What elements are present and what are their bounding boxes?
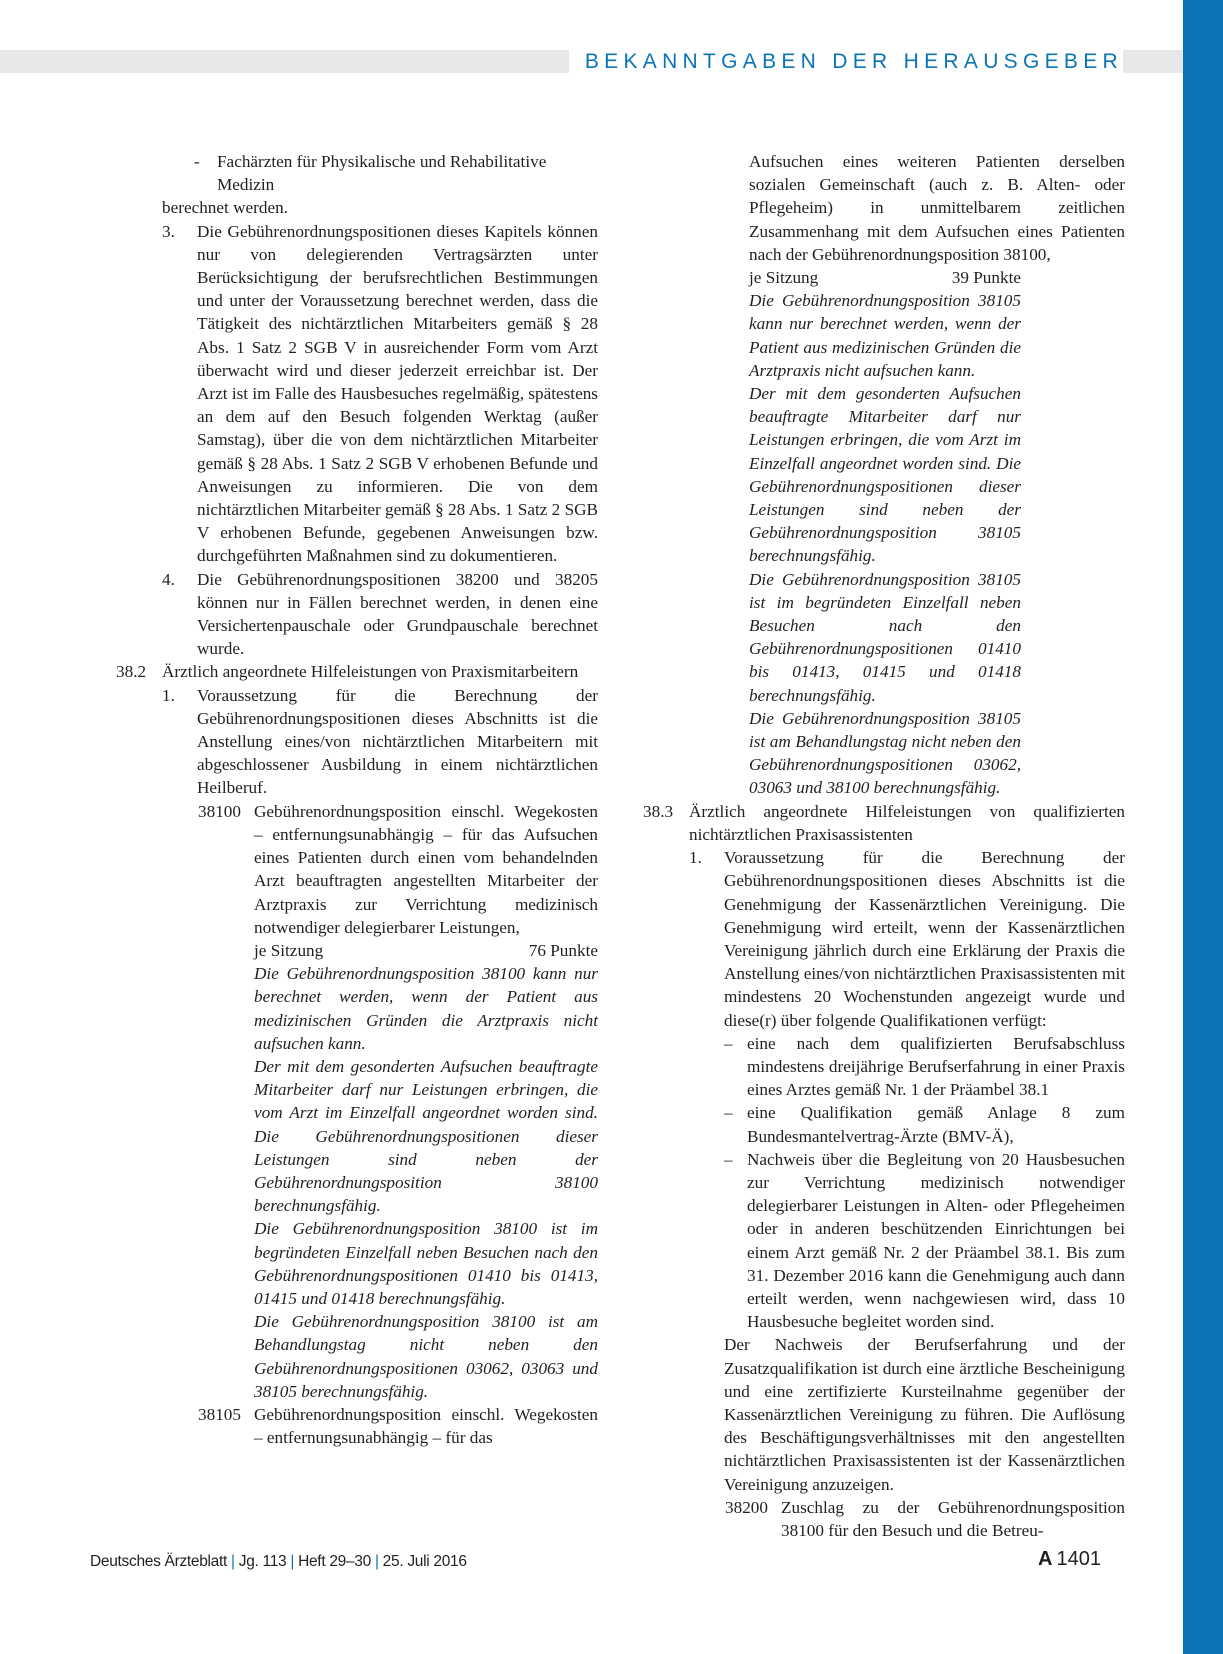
fee-unit: je Sitzung <box>749 268 819 288</box>
bullet-item <box>645 1032 1125 1102</box>
fee-points-row <box>749 266 1125 289</box>
left-column <box>118 150 598 1449</box>
fee-points: 76 Punkte <box>528 940 598 960</box>
fee-description: Gebührenordnungsposition einschl. Wegekosten – entfernungsunabhängig – für das Aufsuchen eines Patienten durch einen vom behandelnden Arzt beauftragten angestellten Mitarbeiter der Arztpraxis zur Verrichtung medizinisch notwendiger delegierbarer Leistungen, <box>254 801 598 937</box>
fee-code: 38200 <box>725 1497 768 1517</box>
item-number: 3. <box>162 221 175 241</box>
section-header-title: BEKANNTGABEN DER HERAUSGEBER <box>569 50 1123 73</box>
right-column <box>645 150 1125 1542</box>
fee-unit: je Sitzung <box>254 940 324 960</box>
date: 25. Juli 2016 <box>382 1553 467 1570</box>
bullet-dash: – <box>724 1103 733 1123</box>
footer-separator: | <box>231 1553 235 1570</box>
bullet-dash: – <box>724 1033 733 1053</box>
bullet-item <box>645 1148 1125 1334</box>
footer-separator: | <box>374 1553 379 1570</box>
item-text: Voraussetzung für die Berechnung der Gebührenordnungspositionen dieses Abschnitts ist die Genehmigung der Kassenärztlichen Vereinigung. Die Genehmigung wird erteilt, wenn der Kassenärztlichen Vereinigung jährlich durch eine Erklärung der Praxis die Anstellung eines/von nichtärztlichen Praxisassistenten mit mindestens 20 Wochenstunden angezeigt wurde und diese(r) über folgende Qualifikationen verfügt: <box>724 848 1125 1030</box>
paragraph: Der Nachweis der Berufserfahrung und der Zusatzqualifikation ist durch eine ärztliche Bescheinigung und eine zertifizierte Kursteilnahme gegenüber der Kassenärztlichen Vereinigung zu führen. Die Auflösung des Beschäftigungsverhältnisses mit den angestellten nichtärztlichen Praxisassistenten ist der Kassenärztlichen Vereinigung anzuzeigen. <box>724 1335 1125 1494</box>
issue: Heft 29–30 <box>298 1553 371 1570</box>
fee-notes <box>749 289 1125 799</box>
numbered-item-1 <box>118 684 598 800</box>
fee-description: Zuschlag zu der Gebührenordnungsposition 38100 für den Besuch und die Betreu- <box>781 1497 1125 1540</box>
fee-code: 38105 <box>198 1404 241 1424</box>
journal-name: Deutsches Ärzteblatt <box>90 1553 228 1570</box>
section-number: 38.3 <box>643 801 674 821</box>
footer-citation <box>90 1553 467 1571</box>
list-item <box>118 150 598 196</box>
numbered-item-3 <box>118 220 598 568</box>
fee-note: Die Gebührenordnungsposition 38100 kann nur berechnet werden, wenn der Patient aus medizinischen Gründen die Arztpraxis nicht aufsuchen kann. <box>254 964 598 1053</box>
fee-points-row <box>254 939 598 962</box>
fee-position-38200 <box>645 1496 1125 1542</box>
item-text: Voraussetzung für die Berechnung der Gebührenordnungspositionen dieses Abschnitts ist die Anstellung eines/von nichtärztlichen Mitarbeitern mit abgeschlossener Ausbildung in einem nichtärztlichen Heilberuf. <box>197 685 598 798</box>
page-number-value: 1401 <box>1056 1548 1101 1570</box>
bullet-item <box>645 1101 1125 1147</box>
page-prefix: A <box>1038 1548 1053 1570</box>
fee-note: Die Gebührenordnungsposition 38105 ist im begründeten Einzelfall neben Besuchen nach den Gebührenordnungspositionen 01410 bis 01413, 01415 und 01418 berechnungsfähig. <box>749 569 1021 705</box>
fee-note: Die Gebührenordnungsposition 38100 ist am Behandlungstag nicht neben den Gebührenordnungspositionen 03062, 03063 und 38105 berechnungsfähig. <box>254 1312 598 1401</box>
bullet-text: eine Qualifikation gemäß Anlage 8 zum Bundesmantelvertrag-Ärzte (BMV-Ä), <box>747 1103 1125 1146</box>
fee-position-38105 <box>118 1403 598 1449</box>
section-title: Ärztlich angeordnete Hilfeleistungen von qualifizierten nichtärztlichen Praxisassistenten <box>689 801 1125 844</box>
item-text: Die Gebührenordnungspositionen dieses Kapitels können nur von delegierenden Vertragsärzten unter Berücksichtigung der berufsrechtlichen Bestimmungen und unter der Voraussetzung berechnet werden, dass die Tätigkeit des nichtärztlichen Mitarbeiters gemäß § 28 Abs. 1 Satz 2 SGB V in ausreichender Form vom Arzt überwacht wird und dieser jederzeit erreichbar ist. Der Arzt ist im Falle des Hausbesuches regelmäßig, spätestens an dem auf den Besuch folgenden Werktag (außer Samstag), über die von dem nichtärztlichen Mitarbeiter gemäß § 28 Abs. 1 Satz 2 SGB V erhobenen Befunde und Anweisungen zu informieren. Die von dem nichtärztlichen Mitarbeiter gemäß § 28 Abs. 1 Satz 2 SGB V erhobenen Befunde, gegebenen Anweisungen bzw. durchgeführten Maßnahmen sind zu dokumentieren. <box>197 221 598 566</box>
list-item-text: Fachärzten für Physikalische und Rehabilitative Medizin <box>217 152 547 195</box>
numbered-item-1 <box>645 846 1125 1032</box>
bullet-dash: - <box>194 152 200 171</box>
fee-code: 38100 <box>198 801 241 821</box>
fee-description: Gebührenordnungsposition einschl. Wegekosten – entfernungsunabhängig – für das <box>254 1404 598 1448</box>
fee-points: 39 Punkte <box>951 268 1021 288</box>
item-number: 4. <box>162 569 175 589</box>
side-color-bar <box>1183 0 1223 1654</box>
paragraph: berechnet werden. <box>162 198 288 218</box>
section-number: 38.2 <box>116 662 147 682</box>
fee-note: Der mit dem gesonderten Aufsuchen beauftragte Mitarbeiter darf nur Leistungen erbringen, die vom Arzt im Einzelfall angeordnet worden sind. Die Gebührenordnungspositionen dieser Leistungen sind neben der Gebührenordnungsposition 38105 berechnungsfähig. <box>749 384 1021 566</box>
bullet-dash: – <box>724 1149 733 1169</box>
footer-separator: | <box>290 1553 295 1570</box>
fee-note: Die Gebührenordnungsposition 38105 kann nur berechnet werden, wenn der Patient aus medizinischen Gründen die Arztpraxis nicht aufsuchen kann. <box>749 291 1021 380</box>
fee-position-38100 <box>118 800 598 1403</box>
fee-body <box>254 800 598 1403</box>
section-38-3-heading <box>643 800 1125 846</box>
item-number: 1. <box>162 685 175 705</box>
fee-note: Die Gebührenordnungsposition 38100 ist im begründeten Einzelfall neben Besuchen nach den Gebührenordnungspositionen 01410 bis 01413, 01415 und 01418 berechnungsfähig. <box>254 1219 598 1308</box>
section-38-2-heading <box>116 660 598 683</box>
item-text: Die Gebührenordnungspositionen 38200 und 38205 können nur in Fällen berechnet werden, in denen eine Versichertenpauschale oder Grundpauschale berechnet wurde. <box>197 569 598 659</box>
fee-note: Die Gebührenordnungsposition 38105 ist am Behandlungstag nicht neben den Gebührenordnungspositionen 03062, 03063 und 38100 berechnungsfähig. <box>749 708 1021 798</box>
bullet-text: Nachweis über die Begleitung von 20 Hausbesuchen zur Verrichtung medizinisch notwendiger delegierbarer Leistungen in Alten- oder Pflegeheimen oder in anderen beschützenden Einrichtungen bei einem Arzt gemäß Nr. 2 der Präambel 38.1. Bis zum 31. Dezember 2016 kann die Genehmigung auch dann erteilt werden, wenn nachgewiesen wird, dass 10 Hausbesuche begleitet worden sind. <box>747 1149 1125 1332</box>
page-number <box>1038 1548 1101 1571</box>
fee-description: Aufsuchen eines weiteren Patienten derselben sozialen Gemeinschaft (auch z. B. Alten- oder Pflegeheim) in unmittelbarem zeitlichen Zusammenhang mit dem Aufsuchen eines Patienten nach der Gebührenordnungsposition 38100, <box>749 152 1125 264</box>
numbered-item-4 <box>118 568 598 661</box>
item-number: 1. <box>689 848 702 868</box>
bullet-text: eine nach dem qualifizierten Berufsabschluss mindestens dreijährige Berufserfahrung in einer Praxis eines Arztes gemäß Nr. 1 der Präambel 38.1 <box>747 1033 1125 1100</box>
fee-position-38105-continued <box>645 150 1125 800</box>
section-title: Ärztlich angeordnete Hilfeleistungen von Praxismitarbeitern <box>162 662 579 682</box>
volume: Jg. 113 <box>238 1553 287 1570</box>
fee-note: Der mit dem gesonderten Aufsuchen beauftragte Mitarbeiter darf nur Leistungen erbringen, die vom Arzt im Einzelfall angeordnet worden sind. Die Gebührenordnungspositionen dieser Leistungen sind neben der Gebührenordnungsposition 38100 berechnungsfähig. <box>254 1056 598 1216</box>
